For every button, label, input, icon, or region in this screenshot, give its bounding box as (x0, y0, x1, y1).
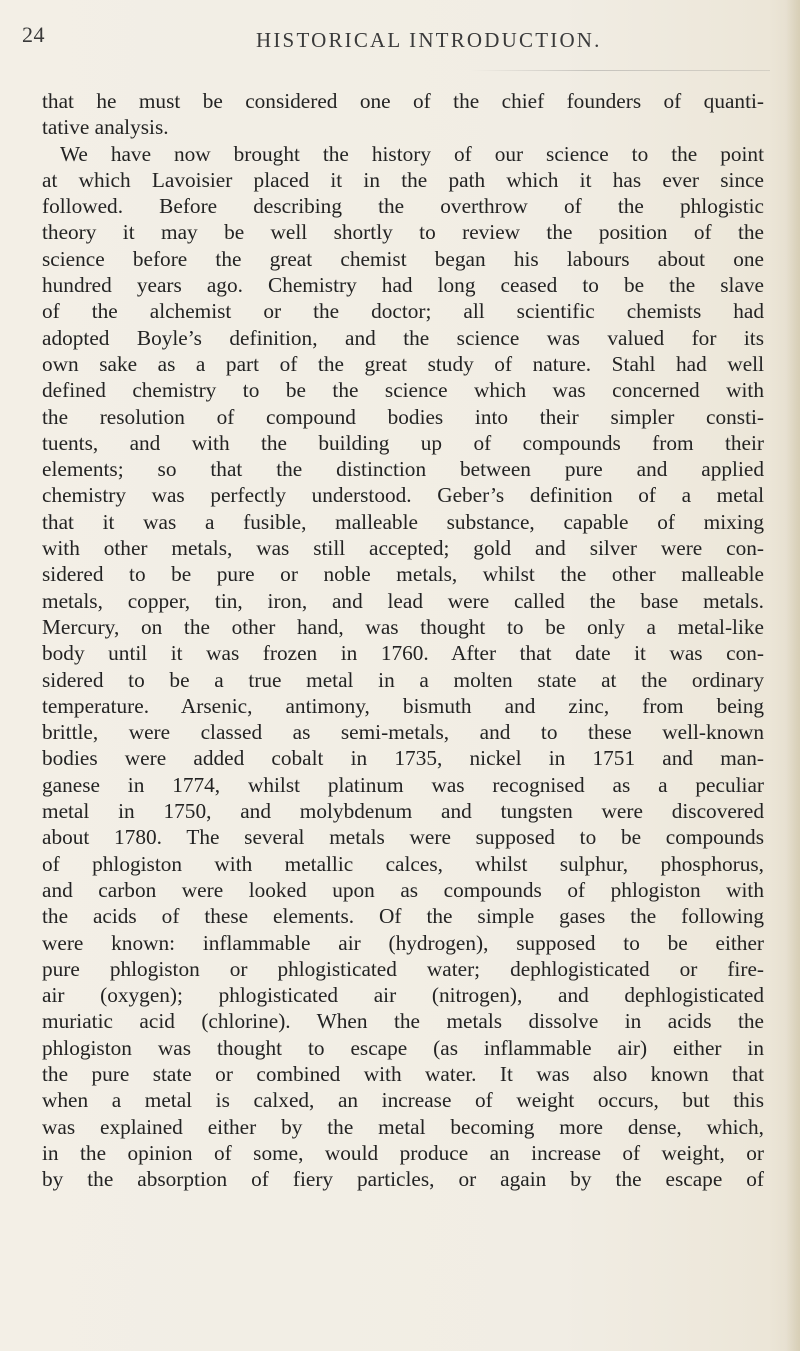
text-line: with other metals, was still accepted; gold and silver were con- (42, 536, 764, 561)
text-line: in the opinion of some, would produce an increase of weight, or (42, 1140, 764, 1165)
body-text (42, 88, 764, 1192)
text-line: phlogiston was thought to escape (as inflammable air) either in (42, 1035, 764, 1060)
header-rule (470, 70, 770, 71)
text-line: tuents, and with the building up of compounds from their (42, 430, 764, 455)
text-line: and carbon were looked upon as compounds of phlogiston with (42, 877, 764, 902)
text-line: science before the great chemist began his labours about one (42, 246, 764, 271)
text-line: by the absorption of fiery particles, or again by the escape of (42, 1167, 764, 1192)
page-number: 24 (22, 22, 45, 47)
text-line: of phlogiston with metallic calces, whilst sulphur, phosphorus, (42, 851, 764, 876)
text-line: followed. Before describing the overthrow of the phlogistic (42, 194, 764, 219)
text-line: temperature. Arsenic, antimony, bismuth and zinc, from being (42, 693, 764, 718)
text-line: metal in 1750, and molybdenum and tungsten were discovered (42, 799, 764, 824)
text-line: Mercury, on the other hand, was thought to be only a metal-like (42, 614, 764, 639)
text-line: were known: inflammable air (hydrogen), supposed to be either (42, 930, 764, 955)
text-line: sidered to be pure or noble metals, whilst the other malleable (42, 562, 764, 587)
text-line: was explained either by the metal becoming more dense, which, (42, 1114, 764, 1139)
text-line: hundred years ago. Chemistry had long ceased to be the slave (42, 273, 764, 298)
text-line: the pure state or combined with water. It was also known that (42, 1061, 764, 1086)
text-line: body until it was frozen in 1760. After that date it was con- (42, 641, 764, 666)
text-line: the resolution of compound bodies into their simpler consti- (42, 404, 764, 429)
text-line: metals, copper, tin, iron, and lead were called the base metals. (42, 588, 764, 613)
text-line: adopted Boyle’s definition, and the science was valued for its (42, 325, 764, 350)
text-line: muriatic acid (chlorine). When the metals dissolve in acids the (42, 1009, 764, 1034)
page-edge-shadow (786, 0, 800, 1351)
text-line: own sake as a part of the great study of nature. Stahl had well (42, 351, 764, 376)
text-line: chemistry was perfectly understood. Geber’s definition of a metal (42, 483, 764, 508)
text-line: that it was a fusible, malleable substance, capable of mixing (42, 509, 764, 534)
text-line: We have now brought the history of our science to the point (60, 141, 764, 166)
text-line: ganese in 1774, whilst platinum was recognised as a peculiar (42, 772, 764, 797)
text-line: the acids of these elements. Of the simple gases the following (42, 904, 764, 929)
text-line: elements; so that the distinction between pure and applied (42, 457, 764, 482)
text-line: about 1780. The several metals were supposed to be compounds (42, 825, 764, 850)
text-line: tative analysis. (42, 115, 169, 140)
text-line: at which Lavoisier placed it in the path which it has ever since (42, 167, 764, 192)
text-line: bodies were added cobalt in 1735, nickel in 1751 and man- (42, 746, 764, 771)
text-line: when a metal is calxed, an increase of weight occurs, but this (42, 1088, 764, 1113)
text-line: pure phlogiston or phlogisticated water; dephlogisticated or fire- (42, 956, 764, 981)
text-line: of the alchemist or the doctor; all scientific chemists had (42, 299, 764, 324)
text-line: brittle, were classed as semi-metals, and to these well-known (42, 720, 764, 745)
text-line: that he must be considered one of the chief founders of quanti- (42, 89, 764, 113)
text-line: defined chemistry to be the science which was concerned with (42, 378, 764, 403)
text-line: theory it may be well shortly to review the position of the (42, 220, 764, 245)
text-line: air (oxygen); phlogisticated air (nitrogen), and dephlogisticated (42, 983, 764, 1008)
text-line: sidered to be a true metal in a molten state at the ordinary (42, 667, 764, 692)
running-head: HISTORICAL INTRODUCTION. (256, 28, 602, 52)
